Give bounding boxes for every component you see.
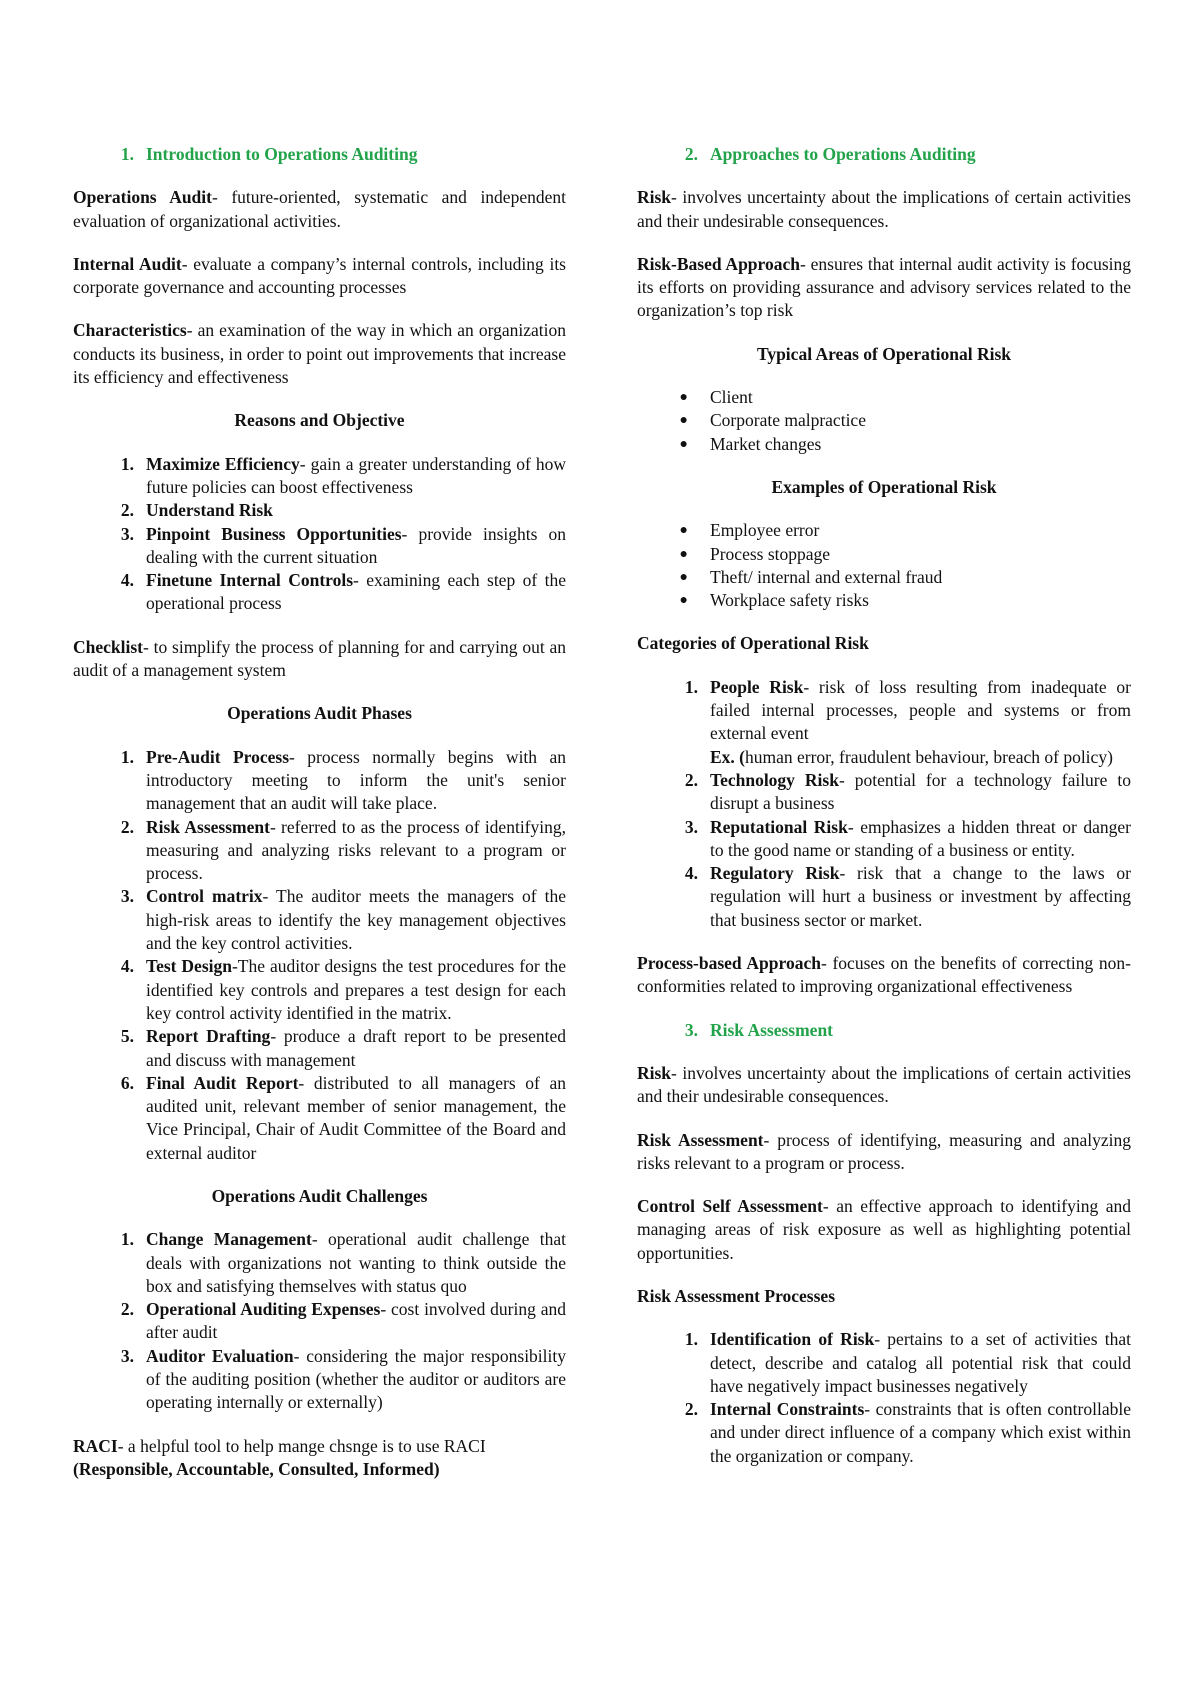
left-column xyxy=(73,143,566,1501)
definition-risk-assessment xyxy=(637,1129,1131,1176)
item-text: - potential for a technology failure to disrupt a business xyxy=(710,769,1131,814)
item-text: - operational audit challenge that deals with organizations not wanting to think outside the box and satisfying themselves with status quo xyxy=(146,1229,566,1296)
item-number: 1. xyxy=(120,1229,134,1250)
item-text: - considering the major responsibility of the auditing position (whether the auditor or auditors are operating internally or externally) xyxy=(146,1345,566,1413)
term: People Risk xyxy=(710,676,804,697)
term: Finetune Internal Controls xyxy=(146,570,354,591)
definition-internal-audit xyxy=(73,253,566,300)
term: Risk xyxy=(637,1062,672,1083)
item-number: 3. xyxy=(120,523,134,544)
definition-text: - future-oriented, systematic and independent evaluation of organizational activities. xyxy=(73,187,566,231)
definition-operations-audit xyxy=(73,186,566,233)
term: Control Self Assessment xyxy=(637,1196,823,1217)
subheading-challenges: Operations Audit Challenges xyxy=(211,1185,428,1206)
subheading-categories: Categories of Operational Risk xyxy=(637,633,869,654)
list-item xyxy=(73,1345,566,1415)
examples-list xyxy=(637,519,1131,612)
list-item xyxy=(637,1328,1131,1398)
challenges-list xyxy=(73,1228,566,1414)
term: Change Management xyxy=(146,1229,312,1250)
item-text: - emphasizes a hidden threat or danger to the good name or standing of a business or entity. xyxy=(710,816,1131,860)
definition-checklist xyxy=(73,636,566,683)
item-number: 2. xyxy=(120,1299,134,1320)
definition-risk-based-approach xyxy=(637,253,1131,323)
term: Technology Risk xyxy=(710,769,839,790)
list-item xyxy=(73,569,566,616)
term: Report Drafting xyxy=(146,1026,271,1047)
term: Risk Assessment xyxy=(637,1129,764,1150)
list-item xyxy=(73,955,566,1025)
section-number: 3. xyxy=(684,1019,698,1040)
item-text: - distributed to all managers of an audited unit, relevant member of senior management, the Vice Principal, Chair of Audit Committee of the Board and external auditor xyxy=(146,1072,566,1163)
list-item xyxy=(637,676,1131,769)
item-text: - constraints that is often controllable and under direct influence of a company which exist within the organization or company. xyxy=(710,1399,1131,1466)
section-title: Approaches to Operations Auditing xyxy=(710,144,976,164)
list-item xyxy=(73,1025,566,1072)
term: Process-based Approach xyxy=(637,953,821,974)
section-heading-2 xyxy=(637,143,1131,166)
definition-text: - to simplify the process of planning for and carrying out an audit of a management system xyxy=(73,636,566,681)
section-number: 2. xyxy=(684,144,698,164)
item-text: Employee error xyxy=(710,520,820,541)
definition-risk-2 xyxy=(637,1062,1131,1109)
definition-text: - process of identifying, measuring and analyzing risks relevant to a program or process. xyxy=(637,1129,1131,1173)
reasons-list xyxy=(73,453,566,616)
list-item xyxy=(637,816,1131,863)
list-item xyxy=(637,386,1131,409)
term: Reputational Risk xyxy=(710,816,848,837)
term: Maximize Efficiency xyxy=(146,453,300,474)
term: Risk-Based Approach xyxy=(637,253,800,274)
list-item xyxy=(73,1228,566,1298)
item-text: Theft/ internal and external fraud xyxy=(710,566,943,587)
subheading-phases: Operations Audit Phases xyxy=(227,703,412,724)
section-number: 1. xyxy=(120,144,134,164)
subheading-risk-assessment-processes: Risk Assessment Processes xyxy=(637,1285,836,1306)
item-text: - pertains to a set of activities that detect, describe and catalog all potential risk that could have negatively impact businesses negatively xyxy=(710,1329,1131,1396)
term: Auditor Evaluation xyxy=(146,1345,294,1366)
definition-process-based-approach xyxy=(637,952,1131,999)
list-item xyxy=(73,523,566,570)
section-title: Risk Assessment xyxy=(710,1019,834,1040)
definition-text: - involves uncertainty about the implications of certain activities and their undesirable consequences. xyxy=(637,187,1131,231)
item-text: Process stoppage xyxy=(710,543,831,564)
list-item xyxy=(637,769,1131,816)
list-item xyxy=(73,746,566,816)
bullet-icon: ● xyxy=(679,523,688,539)
item-number: 1. xyxy=(120,746,134,767)
typical-areas-list xyxy=(637,386,1131,456)
item-text: - gain a greater understanding of how future policies can boost effectiveness xyxy=(146,453,566,497)
definition-text: - focuses on the benefits of correcting non-conformities related to improving organizational effectiveness xyxy=(637,953,1131,997)
example-label: Ex. ( xyxy=(710,746,745,767)
definition-control-self-assessment xyxy=(637,1195,1131,1265)
item-number: 3. xyxy=(120,886,134,907)
right-column xyxy=(637,143,1131,1488)
section-title: Introduction to Operations Auditing xyxy=(146,144,418,164)
item-number: 4. xyxy=(120,570,134,591)
list-item xyxy=(73,499,566,522)
item-text: Workplace safety risks xyxy=(710,590,869,611)
bullet-icon: ● xyxy=(679,390,688,406)
term: Risk Assessment xyxy=(146,816,270,837)
definition-text: - a helpful tool to help mange chsnge is to use RACI xyxy=(117,1435,486,1456)
item-number: 4. xyxy=(684,863,698,884)
item-number: 1. xyxy=(684,676,698,697)
definition-text: - evaluate a company’s internal controls, including its corporate governance and accounting processes xyxy=(73,253,566,298)
bullet-icon: ● xyxy=(679,413,688,429)
term: Checklist xyxy=(73,636,143,657)
phases-list xyxy=(73,746,566,1165)
subheading-typical-areas: Typical Areas of Operational Risk xyxy=(756,343,1012,364)
item-text: - produce a draft report to be presented and discuss with management xyxy=(146,1026,566,1070)
term: Characteristics xyxy=(73,320,187,341)
item-text: Client xyxy=(710,387,753,408)
definition-text: - ensures that internal audit activity is focusing its efforts on providing assurance and advisory services related to the organization’s top risk xyxy=(637,253,1131,321)
term: Internal Audit xyxy=(73,253,182,274)
item-text: Market changes xyxy=(710,433,822,454)
list-item xyxy=(637,862,1131,932)
term: Pre-Audit Process xyxy=(146,746,290,767)
definition-raci xyxy=(73,1435,566,1482)
item-number: 3. xyxy=(120,1345,134,1366)
term: Identification of Risk xyxy=(710,1329,875,1350)
section-heading-1 xyxy=(73,143,566,166)
item-number: 2. xyxy=(120,500,134,521)
term: Internal Constraints xyxy=(710,1399,865,1420)
term: Operations Audit xyxy=(73,187,212,208)
list-item xyxy=(637,589,1131,612)
item-number: 1. xyxy=(684,1329,698,1350)
section-heading-3 xyxy=(637,1019,1131,1042)
definition-risk xyxy=(637,186,1131,233)
term: Understand Risk xyxy=(146,500,273,521)
bullet-icon: ● xyxy=(679,436,688,452)
list-item xyxy=(73,885,566,955)
item-number: 2. xyxy=(684,1399,698,1420)
item-text: - The auditor meets the managers of the high-risk areas to identify the key management objectives and the key control activities. xyxy=(146,886,567,954)
item-number: 4. xyxy=(120,956,134,977)
list-item xyxy=(73,1298,566,1345)
term: Operational Auditing Expenses xyxy=(146,1299,381,1320)
term: Test Design xyxy=(146,956,232,977)
item-number: 1. xyxy=(120,453,134,474)
list-item xyxy=(637,566,1131,589)
subheading-examples: Examples of Operational Risk xyxy=(771,476,997,497)
list-item xyxy=(637,409,1131,432)
bullet-icon: ● xyxy=(679,569,688,585)
risk-assessment-processes-list xyxy=(637,1328,1131,1468)
item-text: - referred to as the process of identifying, measuring and analyzing risks relevant to a program or process. xyxy=(146,816,566,884)
list-item xyxy=(73,453,566,500)
term: Control matrix xyxy=(146,886,263,907)
item-text: - provide insights on dealing with the current situation xyxy=(146,523,566,567)
item-number: 2. xyxy=(684,769,698,790)
item-text: - process normally begins with an introductory meeting to inform the unit's senior management that an audit will take place. xyxy=(146,746,567,814)
bullet-icon: ● xyxy=(679,593,688,609)
example-text: human error, fraudulent behaviour, breach of policy) xyxy=(745,746,1113,767)
list-item xyxy=(637,519,1131,542)
item-text: - risk of loss resulting from inadequate or failed internal processes, people and systems or from external event xyxy=(710,676,1131,744)
subheading-reasons: Reasons and Objective xyxy=(234,410,405,431)
bullet-icon: ● xyxy=(679,546,688,562)
list-item xyxy=(73,1072,566,1165)
item-number: 2. xyxy=(120,816,134,837)
definition-text: - an examination of the way in which an organization conducts its business, in order to point out improvements that increase its efficiency and effectiveness xyxy=(73,320,566,388)
list-item xyxy=(637,1398,1131,1468)
item-number: 5. xyxy=(120,1026,134,1047)
item-text: - examining each step of the operational process xyxy=(146,570,566,614)
term: Risk xyxy=(637,187,672,208)
term: RACI xyxy=(73,1435,118,1456)
item-number: 3. xyxy=(684,816,698,837)
term: Pinpoint Business Opportunities xyxy=(146,523,402,544)
list-item xyxy=(73,816,566,886)
item-text: - cost involved during and after audit xyxy=(146,1299,566,1343)
item-text: - risk that a change to the laws or regulation will hurt a business or investment by affecting that business sector or market. xyxy=(710,863,1132,930)
definition-text: - an effective approach to identifying and managing areas of risk exposure as well as highlighting potential opportunities. xyxy=(637,1196,1132,1263)
definition-characteristics xyxy=(73,319,566,389)
item-text: -The auditor designs the test procedures for the identified key controls and prepares a test design for each key control activity identified in the matrix. xyxy=(146,956,566,1023)
item-number: 6. xyxy=(120,1072,134,1093)
list-item xyxy=(637,433,1131,456)
term: Regulatory Risk xyxy=(710,863,840,884)
term: Final Audit Report xyxy=(146,1072,299,1093)
raci-expansion: (Responsible, Accountable, Consulted, Informed) xyxy=(73,1458,440,1479)
item-text: Corporate malpractice xyxy=(710,410,866,431)
categories-list xyxy=(637,676,1131,932)
list-item xyxy=(637,543,1131,566)
definition-text: - involves uncertainty about the implications of certain activities and their undesirable consequences. xyxy=(637,1062,1131,1107)
